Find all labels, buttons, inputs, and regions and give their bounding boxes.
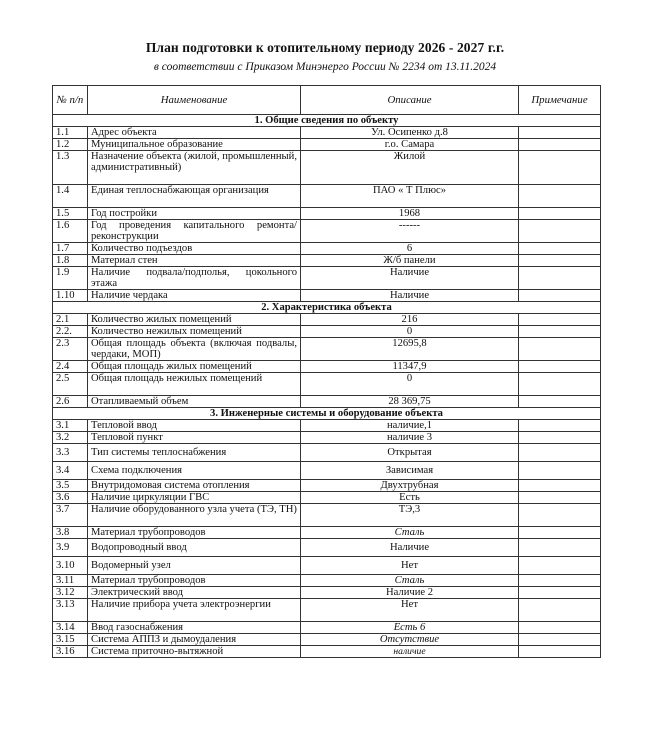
row-name: Общая площадь объекта (включая подвалы, чердаки, МОП) bbox=[88, 338, 301, 361]
row-name: Муниципальное образование bbox=[88, 139, 301, 151]
row-num: 2.1 bbox=[53, 314, 88, 326]
table-row bbox=[53, 527, 601, 539]
row-note bbox=[519, 420, 601, 432]
row-note bbox=[519, 504, 601, 527]
table-row bbox=[53, 462, 601, 480]
row-num: 3.16 bbox=[53, 646, 88, 658]
table-row bbox=[53, 208, 601, 220]
row-name: Год проведения капитального ремонта/реконструкции bbox=[88, 220, 301, 243]
row-name: Внутридомовая система отопления bbox=[88, 480, 301, 492]
row-num: 3.11 bbox=[53, 575, 88, 587]
row-desc: Жилой bbox=[301, 151, 519, 185]
row-name: Тепловой ввод bbox=[88, 420, 301, 432]
row-desc: Ул. Осипенко д.8 bbox=[301, 127, 519, 139]
table-row bbox=[53, 314, 601, 326]
table-row bbox=[53, 504, 601, 527]
row-note bbox=[519, 220, 601, 243]
table-row bbox=[53, 151, 601, 185]
row-desc: ПАО « Т Плюс» bbox=[301, 185, 519, 208]
table-row bbox=[53, 646, 601, 658]
row-num: 2.6 bbox=[53, 396, 88, 408]
table-row bbox=[53, 480, 601, 492]
row-note bbox=[519, 338, 601, 361]
row-name: Общая площадь жилых помещений bbox=[88, 361, 301, 373]
row-num: 1.4 bbox=[53, 185, 88, 208]
table-row bbox=[53, 634, 601, 646]
row-desc: Зависимая bbox=[301, 462, 519, 480]
section-title: 3. Инженерные системы и оборудование объекта bbox=[53, 408, 601, 420]
row-note bbox=[519, 185, 601, 208]
row-desc: Наличие 2 bbox=[301, 587, 519, 599]
table-row bbox=[53, 267, 601, 290]
row-desc: Двухтрубная bbox=[301, 480, 519, 492]
row-num: 3.7 bbox=[53, 504, 88, 527]
row-num: 2.2. bbox=[53, 326, 88, 338]
document-title: План подготовки к отопительному периоду 2026 - 2027 г.г. bbox=[145, 40, 505, 55]
row-num: 1.5 bbox=[53, 208, 88, 220]
table-row bbox=[53, 361, 601, 373]
section-row bbox=[53, 115, 601, 127]
row-name: Количество подъездов bbox=[88, 243, 301, 255]
row-note bbox=[519, 587, 601, 599]
row-note bbox=[519, 396, 601, 408]
row-desc: Сталь bbox=[301, 527, 519, 539]
row-desc: 0 bbox=[301, 326, 519, 338]
header-desc: Описание bbox=[301, 86, 519, 115]
row-desc: наличие 3 bbox=[301, 432, 519, 444]
section-row bbox=[53, 302, 601, 314]
row-num: 3.12 bbox=[53, 587, 88, 599]
row-note bbox=[519, 432, 601, 444]
row-name: Общая площадь нежилых помещений bbox=[88, 373, 301, 396]
row-desc: Есть bbox=[301, 492, 519, 504]
row-desc: 0 bbox=[301, 373, 519, 396]
row-num: 2.4 bbox=[53, 361, 88, 373]
row-num: 1.10 bbox=[53, 290, 88, 302]
table-row bbox=[53, 444, 601, 462]
row-desc: 28 369,75 bbox=[301, 396, 519, 408]
table-row bbox=[53, 575, 601, 587]
table-row bbox=[53, 243, 601, 255]
row-num: 3.8 bbox=[53, 527, 88, 539]
row-note bbox=[519, 361, 601, 373]
section-row bbox=[53, 408, 601, 420]
table-row bbox=[53, 185, 601, 208]
table-row bbox=[53, 220, 601, 243]
row-note bbox=[519, 373, 601, 396]
row-note bbox=[519, 267, 601, 290]
row-desc: Сталь bbox=[301, 575, 519, 587]
row-name: Назначение объекта (жилой, промышленный, административный) bbox=[88, 151, 301, 185]
plan-table bbox=[52, 85, 601, 658]
row-name: Единая теплоснабжающая организация bbox=[88, 185, 301, 208]
header-num: № п/п bbox=[53, 86, 88, 115]
table-row bbox=[53, 587, 601, 599]
row-num: 1.9 bbox=[53, 267, 88, 290]
row-name: Год постройки bbox=[88, 208, 301, 220]
row-num: 3.14 bbox=[53, 622, 88, 634]
header-note: Примечание bbox=[519, 86, 601, 115]
row-note bbox=[519, 444, 601, 462]
row-num: 3.10 bbox=[53, 557, 88, 575]
row-desc: 12695,8 bbox=[301, 338, 519, 361]
row-note bbox=[519, 243, 601, 255]
row-name: Электрический ввод bbox=[88, 587, 301, 599]
table-row bbox=[53, 338, 601, 361]
row-num: 3.9 bbox=[53, 539, 88, 557]
row-note bbox=[519, 646, 601, 658]
row-num: 3.5 bbox=[53, 480, 88, 492]
row-num: 3.1 bbox=[53, 420, 88, 432]
row-desc: 216 bbox=[301, 314, 519, 326]
row-note bbox=[519, 151, 601, 185]
row-name: Количество нежилых помещений bbox=[88, 326, 301, 338]
row-num: 3.3 bbox=[53, 444, 88, 462]
row-desc: Наличие bbox=[301, 290, 519, 302]
row-name: Адрес объекта bbox=[88, 127, 301, 139]
table-row bbox=[53, 599, 601, 622]
row-name: Отапливаемый объем bbox=[88, 396, 301, 408]
row-note bbox=[519, 139, 601, 151]
row-note bbox=[519, 314, 601, 326]
row-note bbox=[519, 290, 601, 302]
row-note bbox=[519, 255, 601, 267]
row-name: Наличие прибора учета электроэнергии bbox=[88, 599, 301, 622]
table-row bbox=[53, 290, 601, 302]
row-desc: Наличие bbox=[301, 267, 519, 290]
row-note bbox=[519, 557, 601, 575]
row-desc: Нет bbox=[301, 599, 519, 622]
row-name: Материал трубопроводов bbox=[88, 575, 301, 587]
table-row bbox=[53, 396, 601, 408]
table-row bbox=[53, 139, 601, 151]
row-num: 1.8 bbox=[53, 255, 88, 267]
document-subtitle: в соответствии с Приказом Минэнерго России № 2234 от 13.11.2024 bbox=[153, 61, 497, 73]
row-desc: ------ bbox=[301, 220, 519, 243]
row-note bbox=[519, 527, 601, 539]
table-row bbox=[53, 539, 601, 557]
row-desc: 6 bbox=[301, 243, 519, 255]
table-row bbox=[53, 373, 601, 396]
row-num: 1.1 bbox=[53, 127, 88, 139]
row-desc: 11347,9 bbox=[301, 361, 519, 373]
row-name: Наличие циркуляции ГВС bbox=[88, 492, 301, 504]
row-num: 2.3 bbox=[53, 338, 88, 361]
row-desc: 1968 bbox=[301, 208, 519, 220]
section-title: 2. Характеристика объекта bbox=[53, 302, 601, 314]
row-note bbox=[519, 599, 601, 622]
row-name: Материал стен bbox=[88, 255, 301, 267]
row-name: Количество жилых помещений bbox=[88, 314, 301, 326]
row-num: 1.6 bbox=[53, 220, 88, 243]
row-name: Схема подключения bbox=[88, 462, 301, 480]
row-desc: Нет bbox=[301, 557, 519, 575]
row-name: Материал трубопроводов bbox=[88, 527, 301, 539]
row-name: Наличие оборудованного узла учета (ТЭ, ТН) bbox=[88, 504, 301, 527]
row-name: Водомерный узел bbox=[88, 557, 301, 575]
row-name: Тепловой пункт bbox=[88, 432, 301, 444]
row-desc: наличие bbox=[301, 646, 519, 658]
row-num: 2.5 bbox=[53, 373, 88, 396]
header-name: Наименование bbox=[88, 86, 301, 115]
row-note bbox=[519, 634, 601, 646]
table-header-row bbox=[53, 86, 601, 115]
row-note bbox=[519, 208, 601, 220]
row-note bbox=[519, 575, 601, 587]
table-row bbox=[53, 432, 601, 444]
row-name: Водопроводный ввод bbox=[88, 539, 301, 557]
row-desc: наличие,1 bbox=[301, 420, 519, 432]
table-row bbox=[53, 420, 601, 432]
table-row bbox=[53, 557, 601, 575]
table-row bbox=[53, 492, 601, 504]
row-note bbox=[519, 480, 601, 492]
row-note bbox=[519, 622, 601, 634]
row-desc: г.о. Самара bbox=[301, 139, 519, 151]
row-name: Наличие чердака bbox=[88, 290, 301, 302]
row-num: 1.7 bbox=[53, 243, 88, 255]
row-name: Наличие подвала/подполья, цокольного этажа bbox=[88, 267, 301, 290]
table-row bbox=[53, 326, 601, 338]
row-num: 3.13 bbox=[53, 599, 88, 622]
row-desc: Есть 6 bbox=[301, 622, 519, 634]
row-note bbox=[519, 127, 601, 139]
row-name: Система приточно-вытяжной bbox=[88, 646, 301, 658]
row-desc: Наличие bbox=[301, 539, 519, 557]
row-num: 3.15 bbox=[53, 634, 88, 646]
row-note bbox=[519, 539, 601, 557]
row-desc: Отсутствие bbox=[301, 634, 519, 646]
section-title: 1. Общие сведения по объекту bbox=[53, 115, 601, 127]
table-row bbox=[53, 255, 601, 267]
row-num: 3.2 bbox=[53, 432, 88, 444]
row-num: 3.4 bbox=[53, 462, 88, 480]
row-desc: Ж/б панели bbox=[301, 255, 519, 267]
row-note bbox=[519, 492, 601, 504]
row-name: Ввод газоснабжения bbox=[88, 622, 301, 634]
row-desc: ТЭ,3 bbox=[301, 504, 519, 527]
row-note bbox=[519, 462, 601, 480]
row-desc: Открытая bbox=[301, 444, 519, 462]
row-name: Система АППЗ и дымоудаления bbox=[88, 634, 301, 646]
table-row bbox=[53, 622, 601, 634]
row-note bbox=[519, 326, 601, 338]
row-num: 1.2 bbox=[53, 139, 88, 151]
row-name: Тип системы теплоснабжения bbox=[88, 444, 301, 462]
table-row bbox=[53, 127, 601, 139]
row-num: 1.3 bbox=[53, 151, 88, 185]
row-num: 3.6 bbox=[53, 492, 88, 504]
